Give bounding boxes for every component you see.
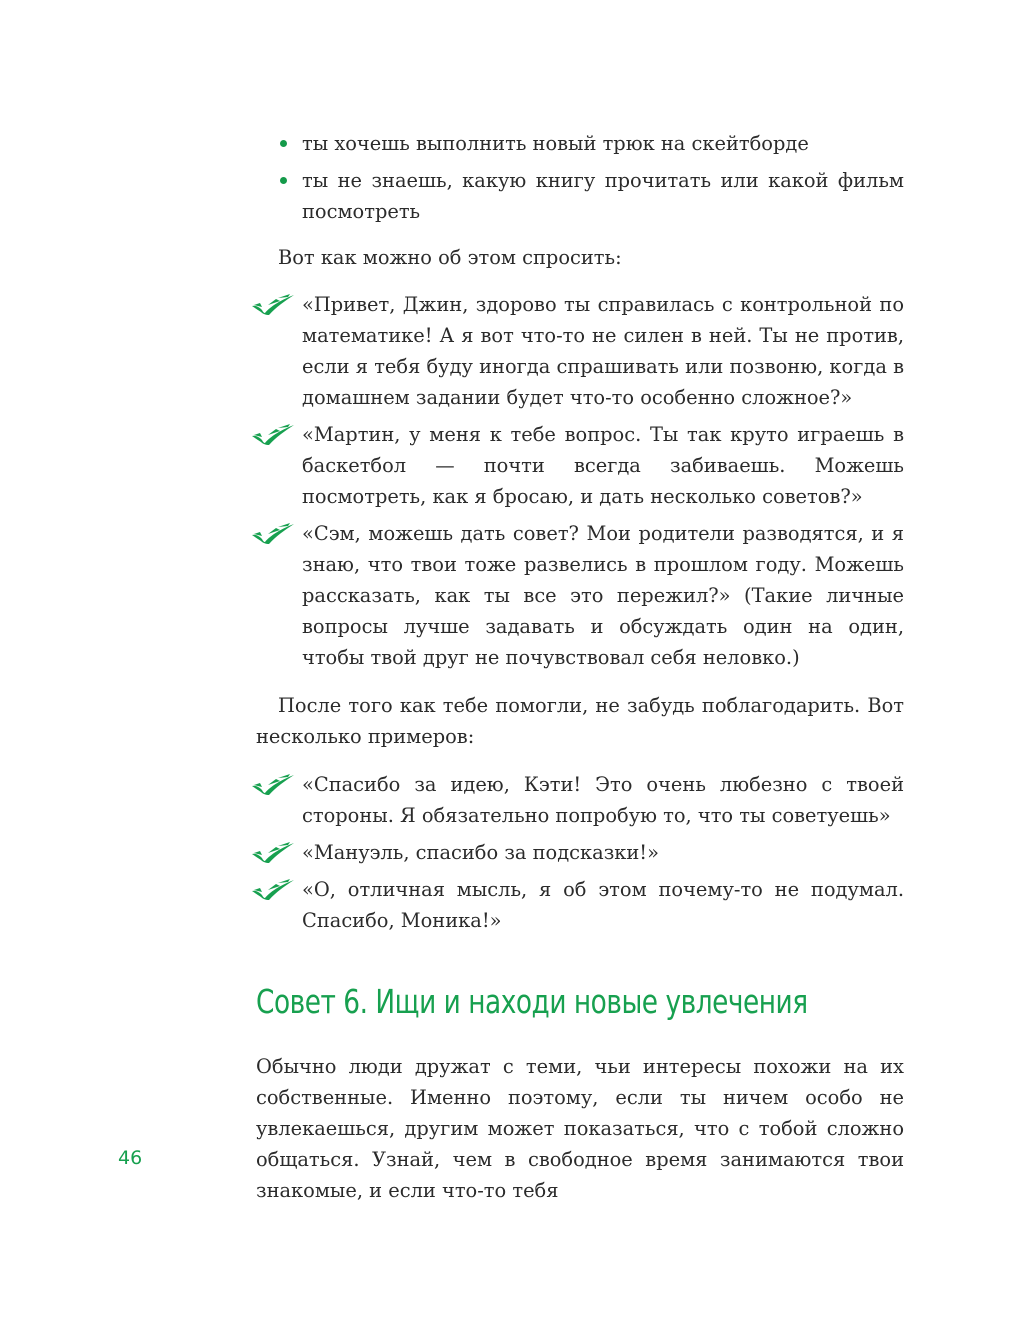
green-check-brush-icon: [250, 841, 296, 863]
green-check-brush-icon: [250, 522, 296, 544]
thanks-example-item: [256, 769, 904, 831]
bullet-dot-icon: [280, 140, 287, 147]
thanks-example-text: «О, отличная мысль, я об этом почему-то не подумал. Спасибо, Моника!»: [302, 878, 904, 932]
ask-example-text: «Мартин, у меня к тебе вопрос. Ты так круто играешь в баскетбол — почти всегда забиваешь. Можешь посмотреть, как я бросаю, и дать несколько советов?»: [302, 423, 904, 508]
intro-ask-paragraph: Вот как можно об этом спросить:: [278, 246, 622, 269]
green-check-brush-icon: [250, 293, 296, 315]
page-number: 46: [118, 1147, 143, 1169]
section-paragraph: Обычно люди дружат с теми, чьи интересы похожи на их собственные. Именно поэтому, если ты ничем особо не увлекаешься, другим может показаться, что с тобой сложно общаться. Узнай, чем в свободное время занимаются твои знакомые, и если что-то тебя: [256, 1055, 904, 1202]
ask-example-item: [256, 518, 904, 673]
ask-example-list: [256, 289, 904, 673]
thanks-example-item: [256, 874, 904, 936]
ask-example-text: «Привет, Джин, здорово ты справилась с контрольной по математике! А я вот что-то не силен в ней. Ты не против, если я тебя буду иногда спрашивать или позвоню, когда в домашнем задании будет что-то особенно сложное?»: [302, 293, 904, 409]
text-column: [256, 128, 904, 1206]
bullet-dot-icon: [280, 177, 287, 184]
bullet-item: [256, 165, 904, 227]
thanks-example-text: «Мануэль, спасибо за подсказки!»: [302, 841, 659, 864]
ask-example-item: [256, 289, 904, 413]
ask-example-text: «Сэм, можешь дать совет? Мои родители разводятся, и я знаю, что твои тоже развелись в прошлом году. Можешь рассказать, как ты все это пережил?» (Такие личные вопросы лучше задавать и обсуждать один на один, чтобы твой друг не почувствовал себя неловко.): [302, 522, 904, 669]
intro-thanks-paragraph: После того как тебе помогли, не забудь поблагодарить. Вот несколько примеров:: [256, 694, 904, 748]
bullet-list: [256, 128, 904, 227]
green-check-brush-icon: [250, 878, 296, 900]
thanks-example-text: «Спасибо за идею, Кэти! Это очень любезно с твоей стороны. Я обязательно попробую то, что ты советуешь»: [302, 773, 904, 827]
thanks-example-list: [256, 769, 904, 936]
thanks-example-item: [256, 837, 904, 868]
bullet-item: [256, 128, 904, 159]
green-check-brush-icon: [250, 423, 296, 445]
green-check-brush-icon: [250, 773, 296, 795]
section-heading: Совет 6. Ищи и находи новые увлечения: [256, 982, 808, 1021]
bullet-text: ты хочешь выполнить новый трюк на скейтборде: [302, 132, 809, 155]
ask-example-item: [256, 419, 904, 512]
bullet-text: ты не знаешь, какую книгу прочитать или какой фильм посмотреть: [302, 169, 904, 223]
